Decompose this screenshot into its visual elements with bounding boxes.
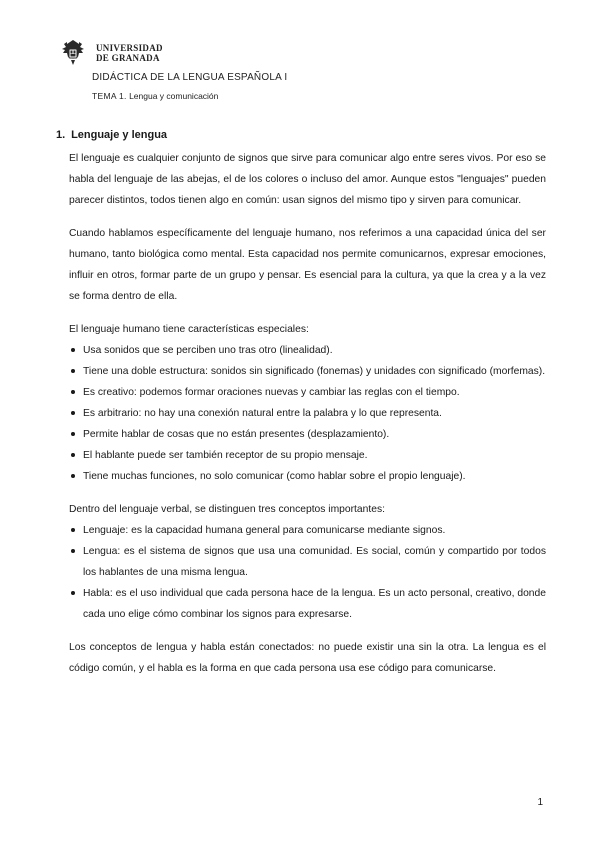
list-item: Lengua: es el sistema de signos que usa una comunidad. Es social, común y compartido por todos los hablantes de una misma lengua.: [69, 541, 546, 583]
list-item: Habla: es el uso individual que cada persona hace de la lengua. Es un acto personal, creativo, donde cada uno elige cómo combinar los signos para expresarse.: [69, 583, 546, 625]
university-name-line1: UNIVERSIDAD: [96, 43, 163, 53]
paragraph-conclusion: Los conceptos de lengua y habla están conectados: no puede existir una sin la otra. La lengua es el código común, y el habla es la forma en que cada persona usa ese código para comunicarse.: [69, 642, 546, 674]
topic-heading: [92, 91, 218, 101]
topic-label: TEMA 1.: [92, 91, 127, 101]
topic-title: Lengua y comunicación: [129, 91, 219, 101]
paragraph-human-language: Cuando hablamos específicamente del lenguaje humano, nos referimos a una capacidad única del ser humano, tanto biológica como mental. Esta capacidad nos permite comunicarnos, expresar emociones, influir en otros, formar parte de un grupo y pensar. Es esencial para la cultura, ya que la crea y a la vez se forma dentro de ella.: [69, 228, 546, 302]
university-name: [96, 43, 163, 63]
section-number: 1.: [56, 129, 66, 141]
document-body: [56, 125, 546, 691]
list-item: El hablante puede ser también receptor de su propio mensaje.: [69, 445, 546, 466]
list-item: Permite hablar de cosas que no están presentes (desplazamiento).: [69, 424, 546, 445]
concepts-list: [69, 520, 546, 625]
section-title: Lenguaje y lengua: [71, 129, 168, 141]
university-header: [58, 38, 163, 68]
paragraph-concepts-intro: Dentro del lenguaje verbal, se distinguen tres conceptos importantes:: [69, 504, 385, 515]
paragraph-characteristics-intro: El lenguaje humano tiene características especiales:: [69, 324, 309, 335]
list-item: Es arbitrario: no hay una conexión natural entre la palabra y lo que representa.: [69, 403, 546, 424]
list-item: Es creativo: podemos formar oraciones nuevas y cambiar las reglas con el tiempo.: [69, 382, 546, 403]
page-number: 1: [537, 797, 543, 808]
university-crest-icon: [58, 38, 88, 68]
section-content: [56, 148, 546, 679]
section-heading: [56, 125, 546, 146]
list-item: Tiene una doble estructura: sonidos sin significado (fonemas) y unidades con significado (morfemas).: [69, 361, 546, 382]
list-item: Lenguaje: es la capacidad humana general para comunicarse mediante signos.: [69, 520, 546, 541]
paragraph-definition: El lenguaje es cualquier conjunto de signos que sirve para comunicar algo entre seres vivos. Por eso se habla del lenguaje de las abejas, el de los colores o incluso del amor. Aunque estos "lenguajes" pueden parecer distintos, todos tienen algo en común: usan signos del mismo tipo y sirven para comunicar.: [69, 153, 546, 206]
list-item: Usa sonidos que se perciben uno tras otro (linealidad).: [69, 340, 546, 361]
characteristics-list: [69, 340, 546, 487]
course-title: DIDÁCTICA DE LA LENGUA ESPAÑOLA I: [92, 72, 288, 83]
university-name-line2: DE GRANADA: [96, 53, 160, 63]
list-item: Tiene muchas funciones, no solo comunicar (como hablar sobre el propio lenguaje).: [69, 466, 546, 487]
